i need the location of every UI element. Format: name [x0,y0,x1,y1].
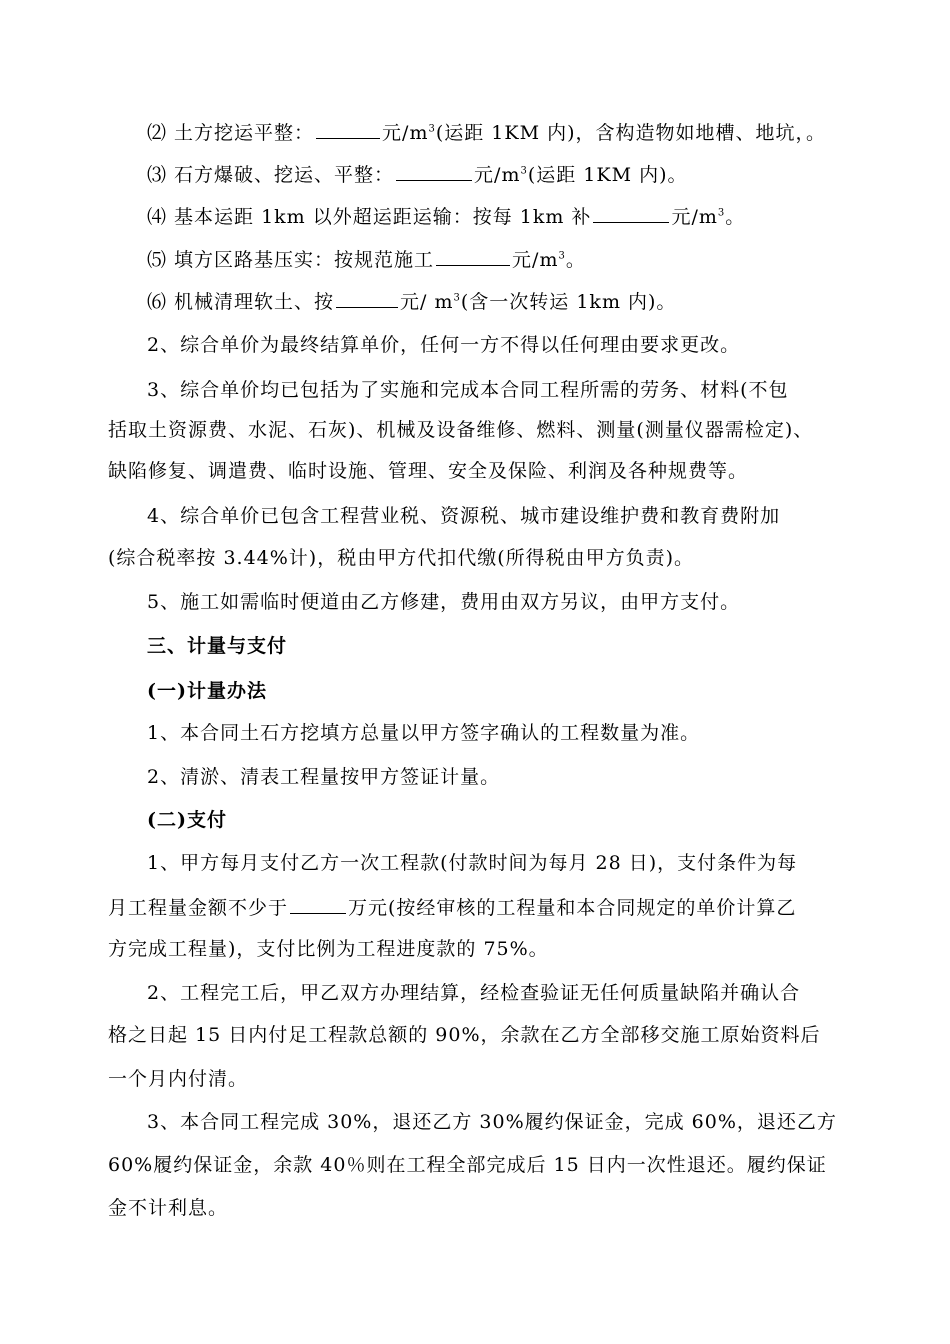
item-3-line: ⑶ 石方爆破、挖运、平整： 元$/m^3$(运距 1KM 内)。 [147,164,688,186]
fill-blank [290,895,346,914]
payment-2-line-2: 格之日起 15 日内付足工程款总额的 90%，余款在乙方全部移交施工原始资料后 [108,1024,821,1046]
fill-blank [336,289,398,308]
fill-blank [436,247,510,266]
subsection-heading-measurement: (一)计量办法 [147,680,267,702]
payment-1-line-1: 1、甲方每月支付乙方一次工程款(付款时间为每月 28 日)，支付条件为每 [147,852,798,874]
item-2-line: ⑵ 土方挖运平整： 元$/m^3$(运距 1KM 内)，含构造物如地槽、地坑，。 [147,122,826,144]
clause-2: 2、综合单价为最终结算单价，任何一方不得以任何理由要求更改。 [147,334,741,356]
payment-1-line-2: 月工程量金额不少于 万元(按经审核的工程量和本合同规定的单价计算乙 [108,897,797,919]
payment-3-line-1: 3、本合同工程完成 30%，退还乙方 30%履约保证金，完成 60%，退还乙方 [147,1111,837,1133]
fill-blank [316,120,380,139]
payment-2-line-3: 一个月内付清。 [108,1068,249,1090]
item-4-line: ⑷ 基本运距 1km 以外超运距运输：按每 1km 补 元$/m^3$。 [147,206,746,228]
payment-3-line-2: 60%履约保证金，余款 40％则在工程全部完成后 15 日内一次性退还。履约保证 [108,1154,827,1176]
clause-4-line-1: 4、综合单价已包含工程营业税、资源税、城市建设维护费和教育费附加 [147,505,781,527]
subsection-heading-payment: (二)支付 [147,809,227,831]
item-6-line: ⑹ 机械清理软土、按 元/ $m^3$(含一次转运 1km 内)。 [147,291,677,313]
clause-3-line-3: 缺陷修复、调遣费、临时设施、管理、安全及保险、利润及各种规费等。 [108,460,749,482]
clause-5: 5、施工如需临时便道由乙方修建，费用由双方另议，由甲方支付。 [147,591,741,613]
payment-2-line-1: 2、工程完工后，甲乙双方办理结算，经检查验证无任何质量缺陷并确认合 [147,982,801,1004]
measurement-1: 1、本合同土石方挖填方总量以甲方签字确认的工程数量为准。 [147,722,701,744]
payment-1-line-3: 方完成工程量)，支付比例为工程进度款的 75%。 [108,938,549,960]
clause-3-line-1: 3、综合单价均已包括为了实施和完成本合同工程所需的劳务、材料(不包 [147,379,789,401]
measurement-2: 2、清淤、清表工程量按甲方签证计量。 [147,766,501,788]
section-heading: 三、计量与支付 [147,635,288,657]
item-5-line: ⑸ 填方区路基压实：按规范施工 元$/m^3$。 [147,249,586,271]
clause-4-line-2: (综合税率按 3.44%计)，税由甲方代扣代缴(所得税由甲方负责)。 [108,547,695,569]
clause-3-line-2: 括取土资源费、水泥、石灰)、机械及设备维修、燃料、测量(测量仪器需检定)、 [108,419,814,441]
payment-3-line-3: 金不计利息。 [108,1197,229,1219]
fill-blank [593,204,669,223]
fill-blank [396,162,472,181]
